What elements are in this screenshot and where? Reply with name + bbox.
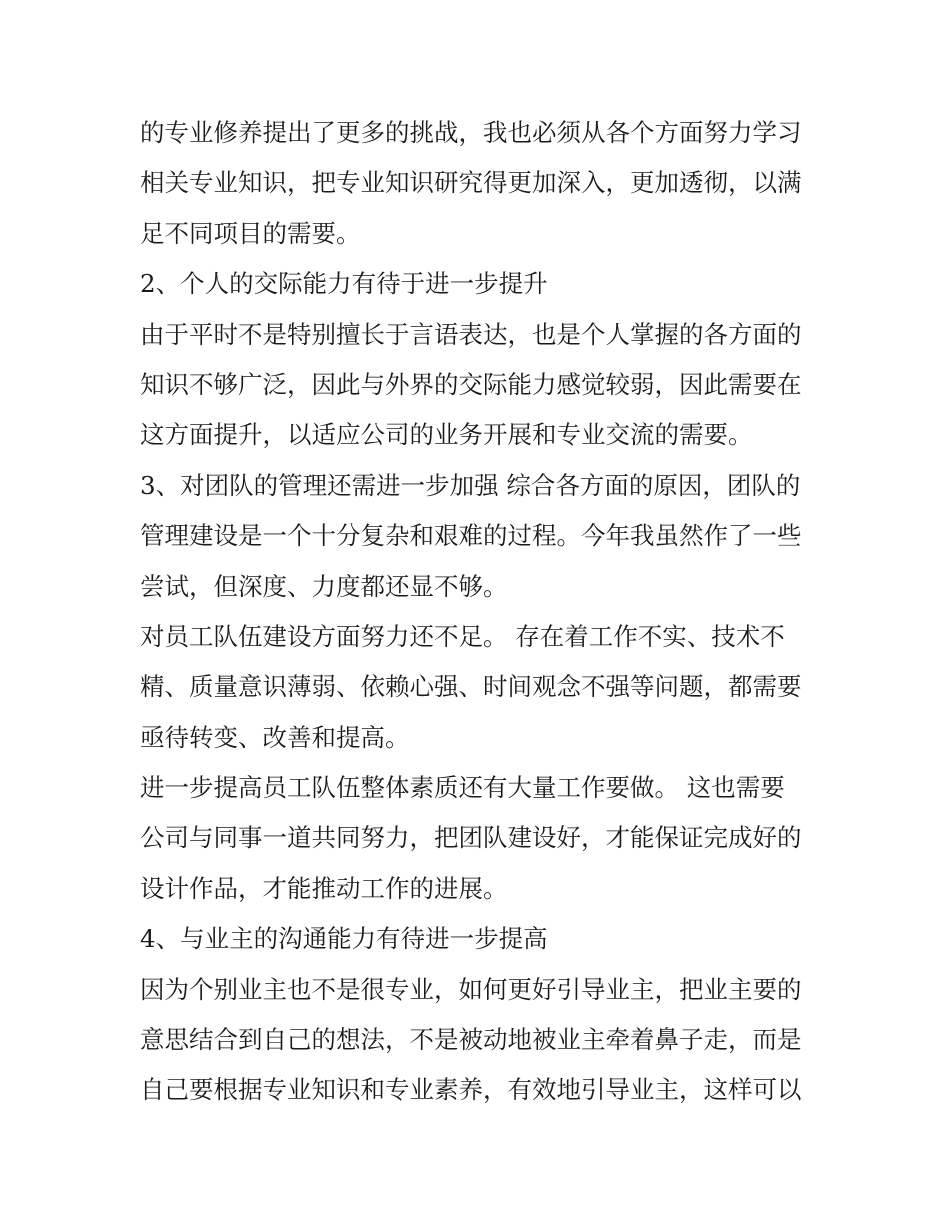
text-line: 知识不够广泛，因此与外界的交际能力感觉较弱，因此需要在 xyxy=(140,369,802,399)
text-line: 意思结合到自己的想法，不是被动地被业主牵着鼻子走，而是 xyxy=(140,1025,802,1055)
text-line: 相关专业知识，把专业知识研究得更加深入，更加透彻，以满 xyxy=(140,168,802,198)
text-line: 自己要根据专业知识和专业素养，有效地引导业主，这样可以 xyxy=(140,1075,802,1105)
text-line: 设计作品，才能推动工作的进展。 xyxy=(140,873,508,903)
text-line: 亟待转变、改善和提高。 xyxy=(140,722,410,752)
section-heading-3: 3、对团队的管理还需进一步加强 综合各方面的原因，团队的 xyxy=(140,470,801,500)
section-heading-2: 2、个人的交际能力有待于进一步提升 xyxy=(140,269,548,299)
section-heading-4: 4、与业主的沟通能力有待进一步提高 xyxy=(140,924,548,954)
text-line: 管理建设是一个十分复杂和艰难的过程。今年我虽然作了一些 xyxy=(140,521,802,551)
text-line: 对员工队伍建设方面努力还不足。 存在着工作不实、技术不 xyxy=(140,621,785,651)
text-line: 进一步提高员工队伍整体素质还有大量工作要做。 这也需要 xyxy=(140,773,785,803)
text-line: 因为个别业主也不是很专业，如何更好引导业主，把业主要的 xyxy=(140,974,802,1004)
text-line: 足不同项目的需要。 xyxy=(140,218,361,248)
document-body xyxy=(140,108,830,1116)
text-line: 的专业修养提出了更多的挑战，我也必须从各个方面努力学习 xyxy=(140,118,802,147)
text-line: 公司与同事一道共同努力，把团队建设好，才能保证完成好的 xyxy=(140,823,802,853)
text-line: 这方面提升，以适应公司的业务开展和专业交流的需要。 xyxy=(140,420,753,450)
text-line: 由于平时不是特别擅长于言语表达，也是个人掌握的各方面的 xyxy=(140,319,802,349)
text-line: 精、质量意识薄弱、依赖心强、时间观念不强等问题，都需要 xyxy=(140,672,802,702)
text-line: 尝试，但深度、力度都还显不够。 xyxy=(140,571,508,601)
